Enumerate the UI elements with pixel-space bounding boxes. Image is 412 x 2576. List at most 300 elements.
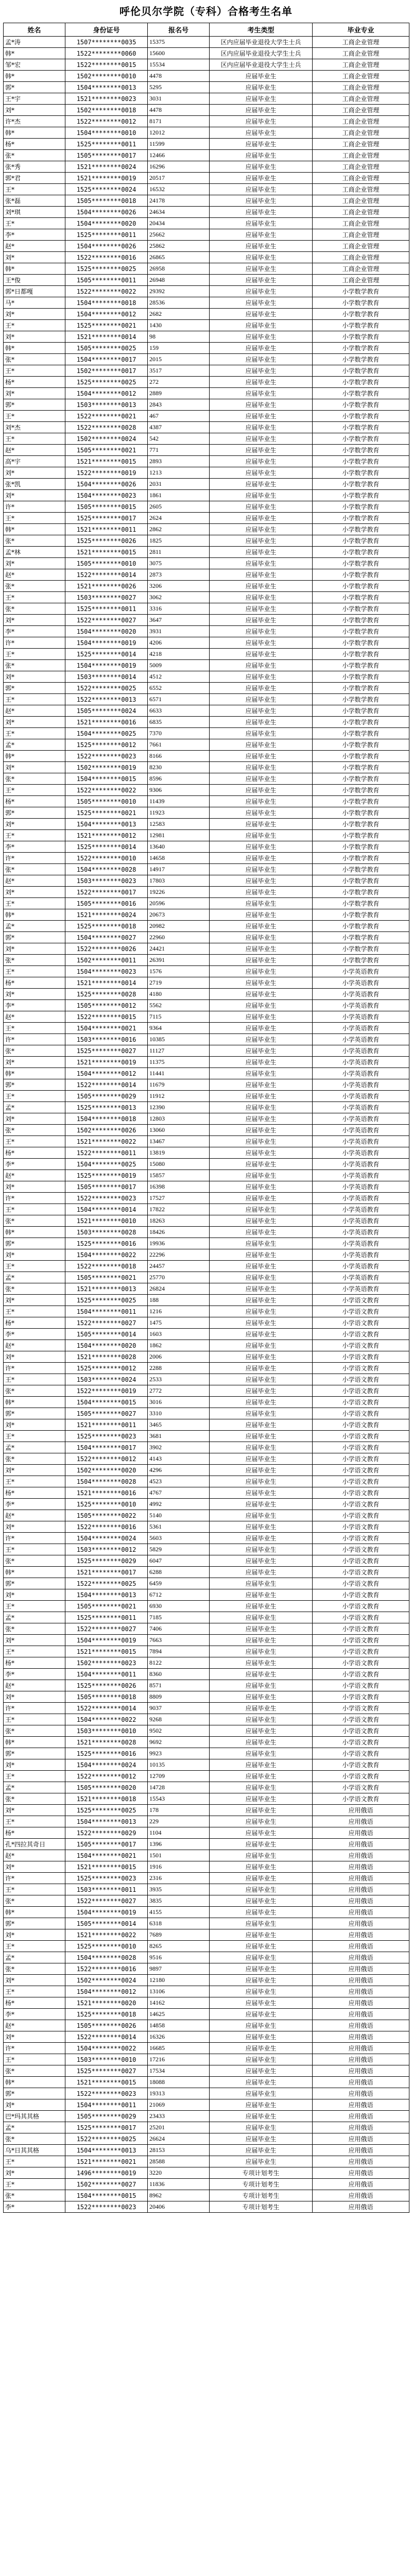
cell-id-number: 1522********0025: [65, 1578, 148, 1589]
cell-registration-number: 2316: [148, 1873, 210, 1884]
table-row: [4, 173, 409, 184]
cell-candidate-type: 应届毕业生: [210, 150, 313, 161]
cell-candidate-type: 应届毕业生: [210, 547, 313, 558]
cell-major: 小学语文教育: [313, 1340, 409, 1351]
cell-id-number: 1522********0019: [65, 467, 148, 479]
cell-name: 赵*: [4, 1850, 65, 1861]
table-row: [4, 241, 409, 252]
cell-registration-number: 98: [148, 331, 210, 343]
cell-major: 工商企业管理: [313, 93, 409, 105]
cell-candidate-type: 应届毕业生: [210, 581, 313, 592]
cell-id-number: 1522********0010: [65, 853, 148, 864]
cell-name: 王*: [4, 1646, 65, 1657]
table-row: [4, 1238, 409, 1249]
table-row: [4, 853, 409, 864]
cell-candidate-type: 应届毕业生: [210, 82, 313, 93]
table-row: [4, 48, 409, 59]
cell-major: 小学数学教育: [313, 717, 409, 728]
cell-major: 小学语文教育: [313, 1578, 409, 1589]
cell-registration-number: 17822: [148, 1204, 210, 1215]
cell-name: 张*: [4, 773, 65, 785]
cell-id-number: 1503********0012: [65, 1544, 148, 1555]
cell-name: 王*俊: [4, 275, 65, 286]
cell-major: 小学英语教育: [313, 1125, 409, 1136]
cell-registration-number: 188: [148, 1295, 210, 1306]
cell-candidate-type: 应届毕业生: [210, 343, 313, 354]
cell-registration-number: 11912: [148, 1091, 210, 1102]
cell-registration-number: 14658: [148, 853, 210, 864]
cell-id-number: 1525********0010: [65, 1499, 148, 1510]
cell-name: 张*: [4, 1725, 65, 1737]
cell-candidate-type: 应届毕业生: [210, 1351, 313, 1363]
table-row: [4, 1125, 409, 1136]
cell-candidate-type: 应届毕业生: [210, 615, 313, 626]
cell-name: 刘*: [4, 1861, 65, 1873]
cell-id-number: 1522********0016: [65, 1521, 148, 1533]
cell-candidate-type: 应届毕业生: [210, 649, 313, 660]
cell-registration-number: 6552: [148, 683, 210, 694]
cell-registration-number: 3206: [148, 581, 210, 592]
cell-candidate-type: 应届毕业生: [210, 966, 313, 977]
cell-candidate-type: 应届毕业生: [210, 1408, 313, 1419]
cell-major: 应用俄语: [313, 2201, 409, 2213]
cell-major: 小学英语教育: [313, 1215, 409, 1227]
cell-major: 小学语文教育: [313, 1601, 409, 1612]
cell-candidate-type: 应届毕业生: [210, 1068, 313, 1079]
cell-name: 赵*: [4, 875, 65, 887]
cell-id-number: 1504********0015: [65, 1397, 148, 1408]
cell-name: 刘*: [4, 989, 65, 1000]
table-row: [4, 1408, 409, 1419]
cell-id-number: 1525********0014: [65, 841, 148, 853]
cell-major: 应用俄语: [313, 2190, 409, 2201]
cell-registration-number: 6712: [148, 1589, 210, 1601]
table-row: [4, 1079, 409, 1091]
cell-id-number: 1522********0018: [65, 1261, 148, 1272]
cell-id-number: 1521********0019: [65, 173, 148, 184]
cell-candidate-type: 应届毕业生: [210, 921, 313, 932]
cell-id-number: 1522********0026: [65, 943, 148, 955]
table-row: [4, 615, 409, 626]
cell-id-number: 1525********0023: [65, 1873, 148, 1884]
cell-major: 小学语文教育: [313, 1476, 409, 1487]
cell-registration-number: 14858: [148, 2020, 210, 2031]
table-row: [4, 309, 409, 320]
cell-registration-number: 5009: [148, 660, 210, 671]
cell-name: 王*: [4, 411, 65, 422]
cell-major: 小学语文教育: [313, 1691, 409, 1703]
table-row: [4, 1227, 409, 1238]
table-row: [4, 830, 409, 841]
cell-registration-number: 12012: [148, 127, 210, 139]
cell-candidate-type: 应届毕业生: [210, 1102, 313, 1113]
cell-candidate-type: 应届毕业生: [210, 297, 313, 309]
cell-name: 赵*: [4, 241, 65, 252]
cell-registration-number: 18263: [148, 1215, 210, 1227]
cell-name: 赵*: [4, 1510, 65, 1521]
cell-candidate-type: 应届毕业生: [210, 1329, 313, 1340]
cell-registration-number: 2031: [148, 479, 210, 490]
cell-name: 刘*: [4, 1419, 65, 1431]
table-row: [4, 1397, 409, 1408]
table-row: [4, 1442, 409, 1453]
cell-major: 小学数学教育: [313, 445, 409, 456]
table-row: [4, 388, 409, 399]
cell-registration-number: 3517: [148, 365, 210, 377]
cell-id-number: 1505********0017: [65, 150, 148, 161]
cell-registration-number: 16398: [148, 1181, 210, 1193]
cell-name: 王*: [4, 966, 65, 977]
cell-id-number: 1505********0027: [65, 1408, 148, 1419]
cell-registration-number: 6633: [148, 705, 210, 717]
cell-id-number: 1504********0013: [65, 1589, 148, 1601]
cell-id-number: 1504********0019: [65, 637, 148, 649]
table-row: [4, 1703, 409, 1714]
cell-id-number: 1525********0021: [65, 807, 148, 819]
cell-name: 王*: [4, 694, 65, 705]
cell-major: 小学数学教育: [313, 807, 409, 819]
cell-id-number: 1503********0023: [65, 875, 148, 887]
cell-major: 小学英语教育: [313, 1261, 409, 1272]
cell-major: 小学数学教育: [313, 297, 409, 309]
cell-registration-number: 25662: [148, 229, 210, 241]
cell-id-number: 1521********0026: [65, 581, 148, 592]
cell-candidate-type: 应届毕业生: [210, 1963, 313, 1975]
cell-name: 高*宇: [4, 456, 65, 467]
cell-id-number: 1502********0011: [65, 955, 148, 966]
col-header-id-number: 身份证号: [65, 23, 148, 37]
table-row: [4, 524, 409, 535]
cell-major: 小学数学教育: [313, 286, 409, 297]
cell-id-number: 1505********0012: [65, 1000, 148, 1011]
cell-candidate-type: 应届毕业生: [210, 1079, 313, 1091]
cell-registration-number: 16685: [148, 2043, 210, 2054]
cell-name: 许*: [4, 1703, 65, 1714]
cell-registration-number: 11127: [148, 1045, 210, 1057]
cell-registration-number: 7661: [148, 739, 210, 751]
cell-major: 工商企业管理: [313, 127, 409, 139]
cell-name: 张*: [4, 1215, 65, 1227]
table-row: [4, 785, 409, 796]
cell-name: 刘*琪: [4, 207, 65, 218]
cell-registration-number: 11923: [148, 807, 210, 819]
cell-major: 小学语文教育: [313, 1465, 409, 1476]
cell-major: 小学英语教育: [313, 1283, 409, 1295]
cell-major: 小学数学教育: [313, 388, 409, 399]
table-row: [4, 2145, 409, 2156]
cell-major: 工商企业管理: [313, 195, 409, 207]
cell-registration-number: 14728: [148, 1782, 210, 1793]
cell-major: 小学数学教育: [313, 841, 409, 853]
cell-id-number: 1505********0021: [65, 1272, 148, 1283]
cell-registration-number: 18426: [148, 1227, 210, 1238]
cell-candidate-type: 应届毕业生: [210, 773, 313, 785]
cell-registration-number: 2288: [148, 1363, 210, 1374]
cell-candidate-type: 应届毕业生: [210, 1465, 313, 1476]
cell-name: 郭*日都嘎: [4, 286, 65, 297]
table-row: [4, 796, 409, 807]
cell-registration-number: 22960: [148, 932, 210, 943]
table-row: [4, 1329, 409, 1340]
cell-id-number: 1504********0020: [65, 1340, 148, 1351]
cell-registration-number: 4387: [148, 422, 210, 433]
cell-major: 应用俄语: [313, 1873, 409, 1884]
cell-id-number: 1525********0011: [65, 1612, 148, 1623]
cell-id-number: 1504********0019: [65, 1907, 148, 1918]
table-row: [4, 671, 409, 683]
cell-id-number: 1504********0019: [65, 660, 148, 671]
cell-name: 孔*四拉其奇日: [4, 1839, 65, 1850]
table-row: [4, 739, 409, 751]
cell-registration-number: 10385: [148, 1034, 210, 1045]
cell-candidate-type: 应届毕业生: [210, 1091, 313, 1102]
table-row: [4, 1476, 409, 1487]
table-row: [4, 275, 409, 286]
table-row: [4, 1419, 409, 1431]
cell-candidate-type: 应届毕业生: [210, 1510, 313, 1521]
cell-id-number: 1521********0023: [65, 93, 148, 105]
document-title: 呼伦贝尔学院（专科）合格考生名单: [119, 5, 293, 18]
cell-major: 小学语文教育: [313, 1521, 409, 1533]
table-row: [4, 932, 409, 943]
cell-major: 小学数学教育: [313, 524, 409, 535]
cell-candidate-type: 应届毕业生: [210, 864, 313, 875]
cell-name: 王*: [4, 1306, 65, 1317]
cell-id-number: 1505********0020: [65, 1782, 148, 1793]
table-row: [4, 1283, 409, 1295]
cell-registration-number: 15080: [148, 1159, 210, 1170]
cell-major: 应用俄语: [313, 2077, 409, 2088]
cell-registration-number: 26824: [148, 1283, 210, 1295]
cell-registration-number: 16296: [148, 161, 210, 173]
cell-name: 李*: [4, 229, 65, 241]
cell-name: 巴*玛其其格: [4, 2111, 65, 2122]
cell-registration-number: 20673: [148, 909, 210, 921]
cell-major: 小学数学教育: [313, 773, 409, 785]
table-row: [4, 377, 409, 388]
cell-registration-number: 4767: [148, 1487, 210, 1499]
table-row: [4, 479, 409, 490]
cell-candidate-type: 应届毕业生: [210, 569, 313, 581]
cell-candidate-type: 应届毕业生: [210, 1385, 313, 1397]
cell-id-number: 1504********0027: [65, 932, 148, 943]
table-row: [4, 116, 409, 127]
cell-registration-number: 3681: [148, 1431, 210, 1442]
cell-name: 刘*: [4, 1295, 65, 1306]
cell-major: 小学数学教育: [313, 637, 409, 649]
cell-name: 韩*: [4, 263, 65, 275]
cell-candidate-type: 应届毕业生: [210, 1805, 313, 1816]
table-row: [4, 1975, 409, 1986]
table-row: [4, 1170, 409, 1181]
cell-name: 杨*: [4, 1487, 65, 1499]
cell-candidate-type: 应届毕业生: [210, 909, 313, 921]
cell-name: 郭*: [4, 399, 65, 411]
cell-id-number: 1504********0010: [65, 127, 148, 139]
cell-id-number: 1522********0021: [65, 411, 148, 422]
cell-registration-number: 3220: [148, 2167, 210, 2179]
cell-name: 王*: [4, 1714, 65, 1725]
cell-major: 小学英语教育: [313, 1170, 409, 1181]
cell-candidate-type: 应届毕业生: [210, 853, 313, 864]
cell-id-number: 1505********0021: [65, 445, 148, 456]
cell-major: 小学数学教育: [313, 467, 409, 479]
cell-major: 小学数学教育: [313, 365, 409, 377]
table-row: [4, 1623, 409, 1635]
cell-registration-number: 29392: [148, 286, 210, 297]
cell-major: 应用俄语: [313, 2020, 409, 2031]
cell-registration-number: 17216: [148, 2054, 210, 2065]
cell-registration-number: 1603: [148, 1329, 210, 1340]
cell-id-number: 1504********0026: [65, 207, 148, 218]
cell-id-number: 1525********0028: [65, 989, 148, 1000]
cell-registration-number: 4478: [148, 105, 210, 116]
cell-major: 应用俄语: [313, 2179, 409, 2190]
table-row: [4, 1827, 409, 1839]
table-row: [4, 320, 409, 331]
cell-candidate-type: 应届毕业生: [210, 1249, 313, 1261]
cell-major: 小学数学教育: [313, 479, 409, 490]
cell-name: 刘*: [4, 1635, 65, 1646]
cell-name: 张*: [4, 864, 65, 875]
cell-name: 刘*杰: [4, 422, 65, 433]
cell-id-number: 1504********0020: [65, 218, 148, 229]
cell-name: 李*: [4, 1000, 65, 1011]
cell-registration-number: 4478: [148, 71, 210, 82]
cell-registration-number: 12180: [148, 1975, 210, 1986]
cell-id-number: 1521********0011: [65, 1419, 148, 1431]
cell-name: 韩*: [4, 48, 65, 59]
cell-major: 小学语文教育: [313, 1329, 409, 1340]
table-row: [4, 2088, 409, 2099]
cell-candidate-type: 应届毕业生: [210, 513, 313, 524]
cell-id-number: 1505********0029: [65, 2111, 148, 2122]
cell-registration-number: 11679: [148, 1079, 210, 1091]
cell-name: 张*: [4, 1045, 65, 1057]
cell-candidate-type: 应届毕业生: [210, 1419, 313, 1431]
cell-registration-number: 2811: [148, 547, 210, 558]
cell-name: 刘*: [4, 1691, 65, 1703]
cell-candidate-type: 应届毕业生: [210, 2043, 313, 2054]
cell-name: 刘*: [4, 717, 65, 728]
cell-candidate-type: 应届毕业生: [210, 955, 313, 966]
cell-candidate-type: 应届毕业生: [210, 1374, 313, 1385]
cell-candidate-type: 应届毕业生: [210, 1533, 313, 1544]
cell-registration-number: 2533: [148, 1374, 210, 1385]
cell-id-number: 1525********0025: [65, 1295, 148, 1306]
cell-id-number: 1521********0015: [65, 547, 148, 558]
cell-registration-number: 28536: [148, 297, 210, 309]
cell-id-number: 1504********0018: [65, 297, 148, 309]
cell-registration-number: 1396: [148, 1839, 210, 1850]
cell-name: 郭*: [4, 932, 65, 943]
cell-name: 郭*: [4, 1408, 65, 1419]
cell-candidate-type: 应届毕业生: [210, 1895, 313, 1907]
cell-name: 刘*: [4, 762, 65, 773]
cell-candidate-type: 区内应届毕业退役大学生士兵: [210, 37, 313, 48]
cell-id-number: 1521********0022: [65, 1929, 148, 1941]
cell-candidate-type: 应届毕业生: [210, 535, 313, 547]
qualified-candidates-table: [3, 23, 409, 2213]
cell-id-number: 1504********0012: [65, 388, 148, 399]
cell-name: 张*: [4, 1385, 65, 1397]
table-row: [4, 1578, 409, 1589]
table-row: [4, 1646, 409, 1657]
cell-major: 小学数学教育: [313, 887, 409, 898]
cell-major: 小学语文教育: [313, 1612, 409, 1623]
cell-id-number: 1522********0019: [65, 1385, 148, 1397]
cell-candidate-type: 应届毕业生: [210, 263, 313, 275]
cell-candidate-type: 应届毕业生: [210, 71, 313, 82]
cell-id-number: 1525********0018: [65, 2009, 148, 2020]
cell-candidate-type: 应届毕业生: [210, 1589, 313, 1601]
cell-candidate-type: 应届毕业生: [210, 1397, 313, 1408]
cell-name: 韩*: [4, 127, 65, 139]
cell-registration-number: 3931: [148, 626, 210, 637]
cell-candidate-type: 应届毕业生: [210, 1442, 313, 1453]
cell-registration-number: 15543: [148, 1793, 210, 1805]
cell-major: 小学语文教育: [313, 1669, 409, 1680]
cell-id-number: 1504********0012: [65, 309, 148, 320]
cell-name: 孟*: [4, 921, 65, 932]
cell-major: 小学语文教育: [313, 1703, 409, 1714]
cell-name: 刘*: [4, 1929, 65, 1941]
cell-registration-number: 24634: [148, 207, 210, 218]
cell-name: 杨*: [4, 796, 65, 807]
cell-registration-number: 542: [148, 433, 210, 445]
cell-registration-number: 2862: [148, 524, 210, 535]
cell-registration-number: 6930: [148, 1601, 210, 1612]
cell-major: 小学语文教育: [313, 1544, 409, 1555]
cell-candidate-type: 应届毕业生: [210, 1170, 313, 1181]
cell-registration-number: 12466: [148, 150, 210, 161]
cell-candidate-type: 应届毕业生: [210, 354, 313, 365]
table-row: [4, 297, 409, 309]
cell-id-number: 1504********0017: [65, 1442, 148, 1453]
cell-candidate-type: 应届毕业生: [210, 1136, 313, 1147]
cell-registration-number: 4296: [148, 1465, 210, 1476]
cell-name: 王*: [4, 1374, 65, 1385]
cell-name: 张*: [4, 1793, 65, 1805]
cell-registration-number: 2015: [148, 354, 210, 365]
table-row: [4, 1612, 409, 1623]
cell-major: 小学数学教育: [313, 456, 409, 467]
cell-major: 小学语文教育: [313, 1295, 409, 1306]
table-row: [4, 1657, 409, 1669]
table-row: [4, 2190, 409, 2201]
cell-id-number: 1521********0024: [65, 909, 148, 921]
cell-id-number: 1525********0029: [65, 1555, 148, 1567]
cell-candidate-type: 应届毕业生: [210, 943, 313, 955]
cell-registration-number: 4218: [148, 649, 210, 660]
cell-major: 小学数学教育: [313, 898, 409, 909]
cell-name: 杨*: [4, 1147, 65, 1159]
cell-registration-number: 5829: [148, 1544, 210, 1555]
table-row: [4, 456, 409, 467]
cell-name: 张*: [4, 581, 65, 592]
cell-registration-number: 8809: [148, 1691, 210, 1703]
cell-name: 刘*: [4, 105, 65, 116]
cell-major: 小学语文教育: [313, 1533, 409, 1544]
cell-candidate-type: 应届毕业生: [210, 1011, 313, 1023]
cell-registration-number: 4155: [148, 1907, 210, 1918]
cell-major: 应用俄语: [313, 1963, 409, 1975]
cell-registration-number: 17527: [148, 1193, 210, 1204]
cell-id-number: 1504********0011: [65, 1669, 148, 1680]
cell-candidate-type: 应届毕业生: [210, 875, 313, 887]
table-row: [4, 2111, 409, 2122]
cell-candidate-type: 应届毕业生: [210, 241, 313, 252]
